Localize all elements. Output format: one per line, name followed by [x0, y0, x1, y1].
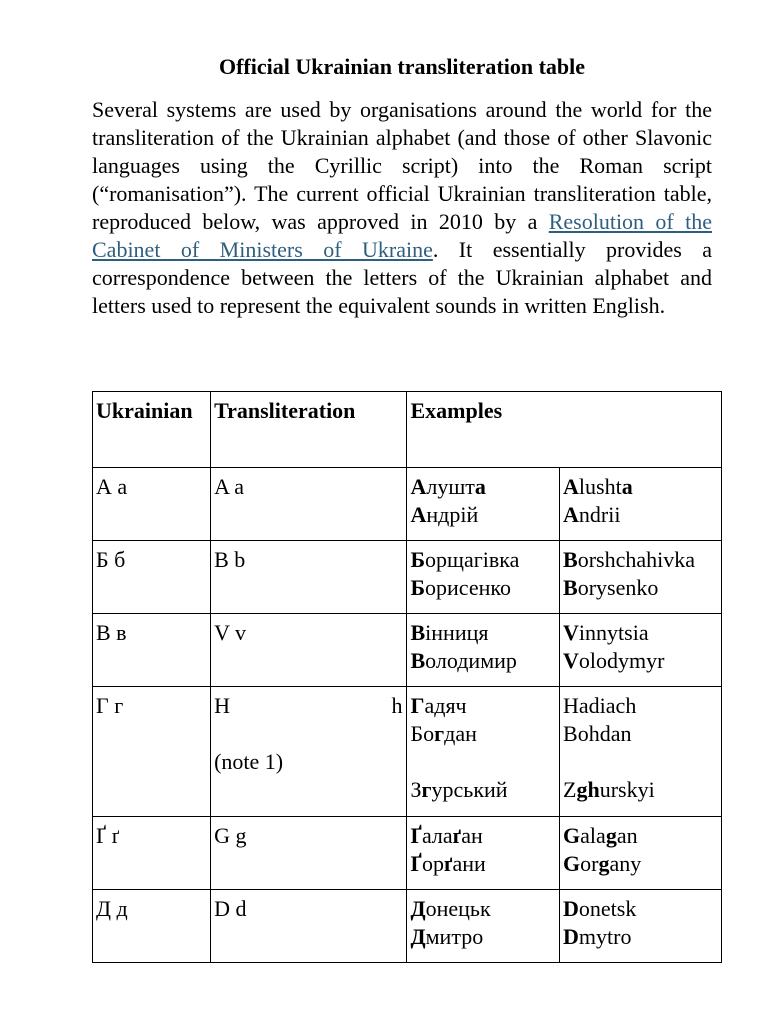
header-ukrainian: Ukrainian — [93, 392, 211, 468]
cell-ukrainian-letter: Г г — [93, 687, 211, 817]
cell-example-latin — [560, 817, 722, 890]
example-word: Борисенко — [410, 575, 511, 600]
table-row — [93, 468, 722, 541]
example-word: Андрій — [410, 502, 479, 527]
cell-ukrainian-letter: Ґ ґ — [93, 817, 211, 890]
example-word: Galagan — [563, 823, 638, 848]
example-word: Борщагівка — [410, 547, 520, 572]
example-word: Alushta — [563, 474, 633, 499]
example-word: Алушта — [410, 474, 486, 499]
cell-example-latin — [560, 541, 722, 614]
transliteration-note: (note 1) — [214, 749, 284, 774]
example-word: Дмитро — [410, 924, 484, 949]
cell-example-ukrainian — [407, 541, 560, 614]
table-row — [93, 614, 722, 687]
example-word: Донецьк — [410, 896, 491, 921]
intro-text-before-link: Several systems are used by organisations around the world for the transliteration of the Ukrainian alphabet (and those of other Slavonic languages using the Cyrillic script) into the Roman script (“romanisation”). The current official Ukrainian transliteration table, reproduced below, was approved in 2010 by a — [92, 97, 712, 234]
example-word: Donetsk — [563, 896, 637, 921]
transliteration-pair: H h — [214, 693, 403, 718]
table-row — [93, 687, 722, 817]
cell-example-ukrainian — [407, 468, 560, 541]
intro-text-after-link: . It essentially provides a correspondence between the letters of the Ukrainian alphabet and letters used to represent the equivalent sounds in written English. — [92, 237, 712, 318]
cell-transliteration: A a — [211, 468, 407, 541]
header-transliteration: Transliteration — [211, 392, 407, 468]
example-word: Гадяч — [410, 693, 467, 718]
example-word: Ґорґани — [410, 851, 486, 876]
cell-ukrainian-letter: Д д — [93, 890, 211, 963]
example-word: Ґалаґан — [410, 823, 483, 848]
cell-example-ukrainian — [407, 687, 560, 817]
cabinet-resolution-link[interactable]: Resolution of the Cabinet of Ministers of Ukraine — [92, 209, 713, 262]
cell-transliteration: B b — [211, 541, 407, 614]
example-word: Gorgany — [563, 851, 642, 876]
example-word: Vinnytsia — [563, 620, 649, 645]
table-row — [93, 817, 722, 890]
cell-transliteration: V v — [211, 614, 407, 687]
table-row — [93, 890, 722, 963]
cell-ukrainian-letter: Б б — [93, 541, 211, 614]
example-word: Володимир — [410, 648, 517, 673]
example-word: Hadiach — [563, 693, 637, 718]
cell-ukrainian-letter: В в — [93, 614, 211, 687]
cell-example-latin — [560, 614, 722, 687]
example-word: Вінниця — [410, 620, 489, 645]
example-word: Bohdan — [563, 721, 632, 746]
example-word: Andrii — [563, 502, 621, 527]
cell-example-ukrainian — [407, 890, 560, 963]
example-word: Borshchahivka — [563, 547, 696, 572]
document-title: Official Ukrainian transliteration table — [218, 54, 586, 79]
example-word: Borysenko — [563, 575, 659, 600]
cell-transliteration — [211, 687, 407, 817]
example-word: Zghurskyi — [563, 777, 655, 802]
cell-ukrainian-letter: А а — [93, 468, 211, 541]
example-word: Volodymyr — [563, 648, 665, 673]
example-word: Згурський — [410, 777, 508, 802]
table-header-row — [93, 392, 722, 468]
header-examples: Examples — [407, 392, 722, 468]
table-row — [93, 541, 722, 614]
example-word: Dmytro — [563, 924, 632, 949]
transliteration-table — [92, 391, 722, 963]
cell-example-ukrainian — [407, 614, 560, 687]
cell-example-latin — [560, 468, 722, 541]
cell-example-latin — [560, 890, 722, 963]
cell-example-ukrainian — [407, 817, 560, 890]
intro-paragraph — [92, 96, 712, 320]
cell-transliteration: G g — [211, 817, 407, 890]
cell-transliteration: D d — [211, 890, 407, 963]
example-word: Богдан — [410, 721, 477, 746]
cell-example-latin — [560, 687, 722, 817]
